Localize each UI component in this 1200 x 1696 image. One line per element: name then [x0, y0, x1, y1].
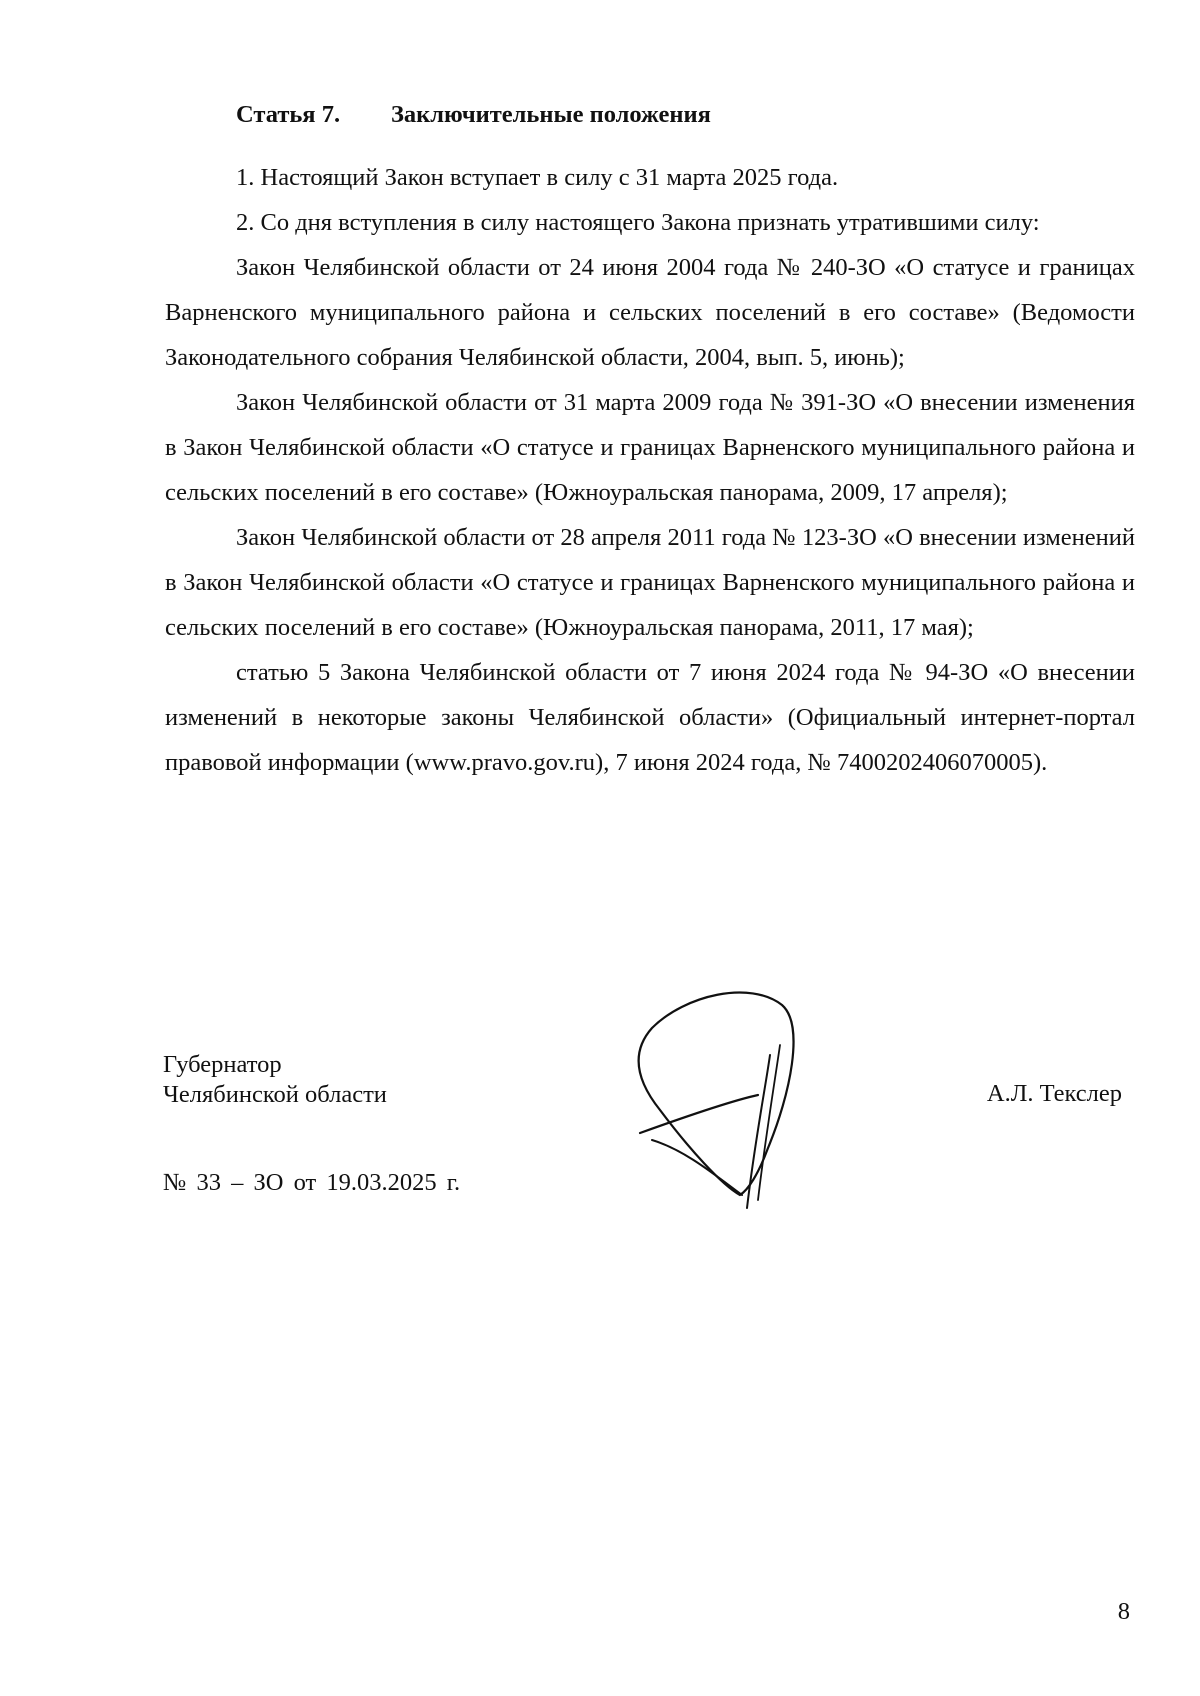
- paragraph-5: Закон Челябинской области от 28 апреля 2011 года № 123-ЗО «О внесении изменений в Закон Челябинской области «О статусе и границах Варненского муниципального района и сельских поселений в его составе» (Южноуральская панорама, 2011, 17 мая);: [165, 524, 1135, 641]
- signer-position-line2: Челябинской области: [163, 1081, 387, 1108]
- paragraph-3: Закон Челябинской области от 24 июня 2004 года № 240-ЗО «О статусе и границах Варненского муниципального района и сельских поселений в его составе» (Ведомости Законодательного собрания Челябинской области, 2004, вып. 5, июнь);: [165, 254, 1135, 371]
- handwritten-signature: [630, 980, 860, 1210]
- signer-position: [163, 1050, 387, 1110]
- signer-position-line1: Губернатор: [163, 1051, 282, 1078]
- signer-name: А.Л. Текслер: [986, 1080, 1122, 1107]
- paragraph-4: Закон Челябинской области от 31 марта 2009 года № 391-ЗО «О внесении изменения в Закон Челябинской области «О статусе и границах Варненского муниципального района и сельских поселений в его составе» (Южноуральская панорама, 2009, 17 апреля);: [165, 389, 1135, 506]
- article-number: Статья 7.: [236, 101, 341, 128]
- law-number-date: № 33 – ЗО от 19.03.2025 г.: [163, 1169, 461, 1196]
- document-body: [165, 155, 1135, 785]
- paragraph-1: 1. Настоящий Закон вступает в силу с 31 марта 2025 года.: [236, 164, 839, 191]
- paragraph-2: 2. Со дня вступления в силу настоящего Закона признать утратившими силу:: [236, 209, 1040, 236]
- article-title: Заключительные положения: [391, 101, 711, 128]
- article-heading: [236, 101, 711, 129]
- page-number: 8: [1117, 1598, 1130, 1625]
- paragraph-6: статью 5 Закона Челябинской области от 7 июня 2024 года № 94-ЗО «О внесении изменений в некоторые законы Челябинской области» (Официальный интернет-портал правовой информации (www.pravo.gov.ru), 7 июня 2024 года, № 7400202406070005).: [165, 659, 1135, 776]
